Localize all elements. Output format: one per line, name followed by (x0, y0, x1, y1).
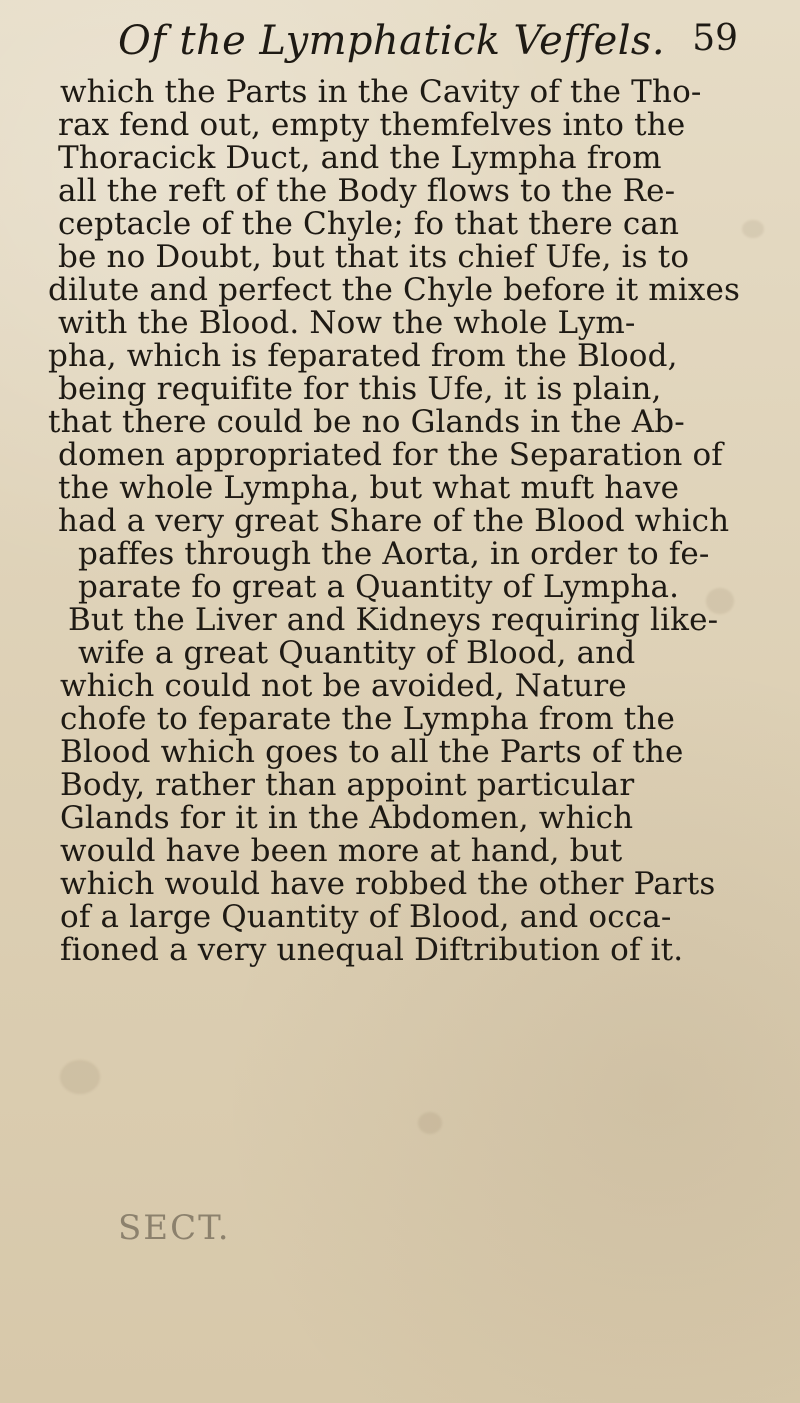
body-line: with the Blood. Now the whole Lym- (58, 305, 636, 341)
body-line: Body, rather than appoint particular (60, 767, 635, 803)
body-line: which would have robbed the other Parts (60, 866, 716, 902)
body-line: which the Parts in the Cavity of the Tho- (60, 74, 702, 110)
paper-foxing-spot (418, 1112, 442, 1134)
body-line: ceptacle of the Chyle; fo that there can (58, 206, 680, 242)
body-line: being requifite for this Ufe, it is plain, (58, 371, 662, 407)
body-line: domen appropriated for the Separation of (58, 437, 723, 473)
body-line: would have been more at hand, but (60, 833, 623, 869)
bleed-through-heading: SECT. (118, 1208, 231, 1248)
body-line: pha, which is feparated from the Blood, (48, 338, 678, 374)
page-number: 59 (692, 18, 738, 59)
body-line: had a very great Share of the Blood which (58, 503, 730, 539)
body-line: the whole Lympha, but what muft have (58, 470, 680, 506)
body-line: chofe to feparate the Lympha from the (60, 701, 675, 737)
body-line: which could not be avoided, Nature (60, 668, 627, 704)
body-line: that there could be no Glands in the Ab- (48, 404, 685, 440)
body-line: rax fend out, empty themfelves into the (58, 107, 686, 143)
body-line: fioned a very unequal Diftribution of it. (60, 932, 684, 968)
body-line: Glands for it in the Abdomen, which (60, 800, 634, 836)
body-line: be no Doubt, but that its chief Ufe, is to (58, 239, 690, 275)
body-line: wife a great Quantity of Blood, and (78, 635, 636, 671)
paper-foxing-spot (60, 1060, 100, 1094)
running-title: Of the Lymphatick Veffels. (118, 18, 665, 64)
body-line: of a large Quantity of Blood, and occa- (60, 899, 672, 935)
body-line: all the reft of the Body flows to the Re- (58, 173, 676, 209)
body-line: Thoracick Duct, and the Lympha from (58, 140, 662, 176)
body-line: dilute and perfect the Chyle before it mixes (48, 272, 741, 308)
page-header (0, 0, 800, 72)
body-line: paffes through the Aorta, in order to fe- (78, 536, 710, 572)
body-line: parate fo great a Quantity of Lympha. (78, 569, 680, 605)
body-line: Blood which goes to all the Parts of the (60, 734, 684, 770)
paper-foxing-spot (742, 220, 764, 238)
body-line: But the Liver and Kidneys requiring like- (68, 602, 719, 638)
